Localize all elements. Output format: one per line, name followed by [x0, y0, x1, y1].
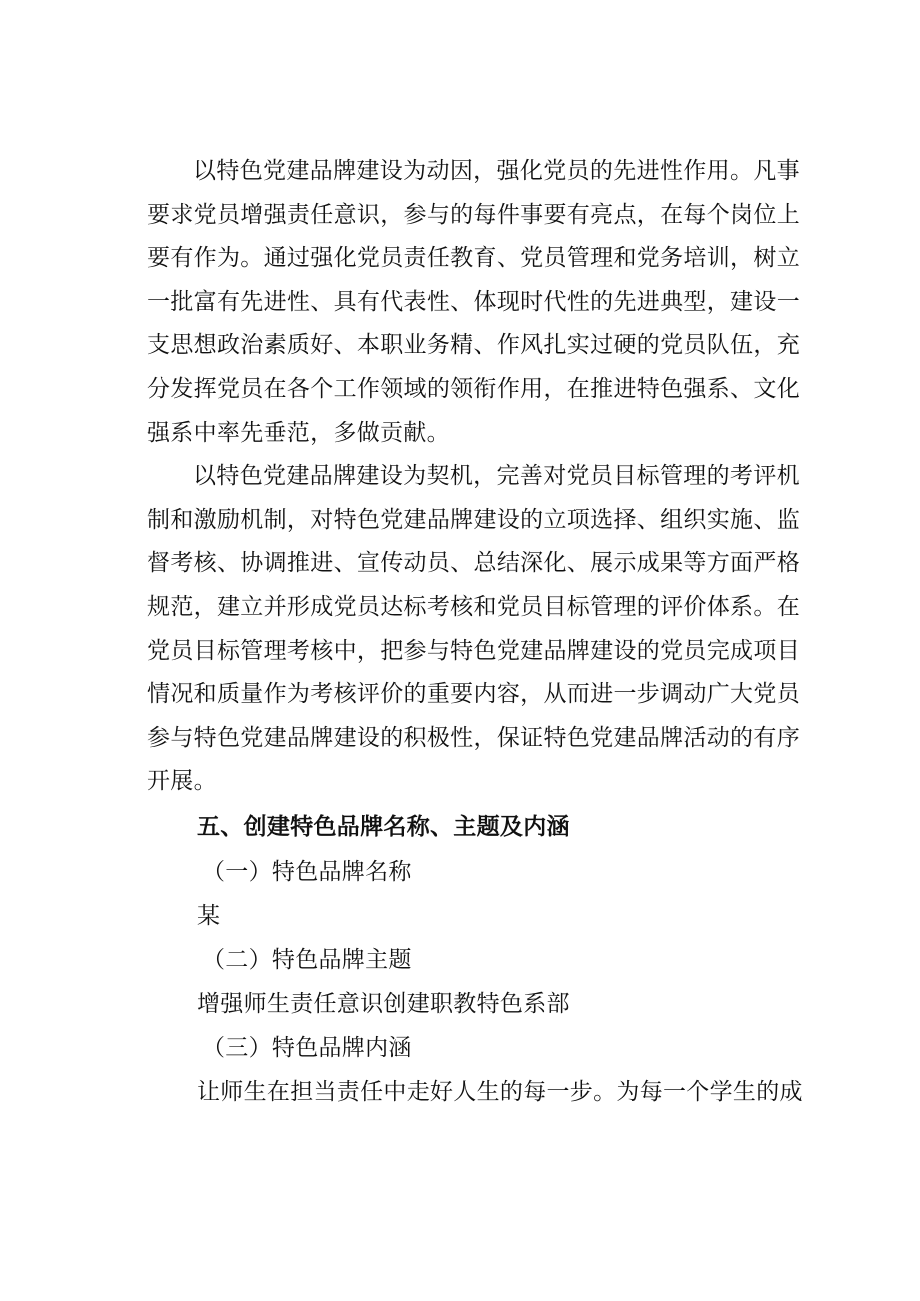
brand-name-text: 某: [197, 902, 221, 929]
document-body: [147, 150, 803, 1114]
paragraph-evaluation-mechanism: 以特色党建品牌建设为契机，完善对党员目标管理的考评机制和激励机制，对特色党建品牌建设的立项选择、组织实施、监督考核、协调推进、宣传动员、总结深化、展示成果等方面严格规范，建立并形成党员达标考核和党员目标管理的评价体系。在党员目标管理考核中，把参与特色党建品牌建设的党员完成项目情况和质量作为考核评价的重要内容，从而进一步调动广大党员参与特色党建品牌建设的积极性，保证特色党建品牌活动的有序开展。: [147, 463, 800, 795]
subheading-brand-theme: （二）特色品牌主题: [202, 946, 412, 973]
section-heading: 五、创建特色品牌名称、主题及内涵: [197, 813, 570, 840]
subheading-brand-name: （一）特色品牌名称: [202, 858, 412, 885]
brand-theme-text: 增强师生责任意识创建职教特色系部: [197, 990, 570, 1017]
subheading-brand-connotation: （三）特色品牌内涵: [202, 1034, 412, 1061]
paragraph-party-member-role: 以特色党建品牌建设为动因，强化党员的先进性作用。凡事要求党员增强责任意识，参与的每件事要有亮点，在每个岗位上要有作为。通过强化党员责任教育、党员管理和党务培训，树立一批富有先进性、具有代表性、体现时代性的先进典型，建设一支思想政治素质好、本职业务精、作风扎实过硬的党员队伍，充分发挥党员在各个工作领域的领衔作用，在推进特色强系、文化强系中率先垂范，多做贡献。: [147, 158, 800, 446]
brand-connotation-text: 让师生在担当责任中走好人生的每一步。为每一个学生的成: [197, 1078, 803, 1105]
